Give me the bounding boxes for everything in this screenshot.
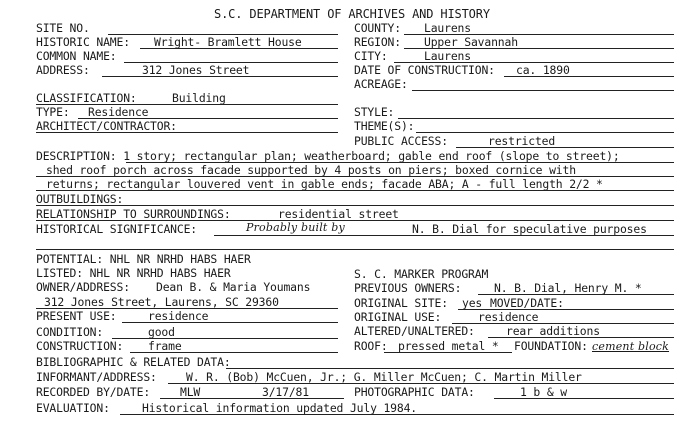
historic-name-label: HISTORIC NAME: (36, 35, 130, 49)
evaluation-line (120, 414, 674, 415)
significance-value: N. B. Dial for speculative purposes (412, 222, 647, 236)
recorded-date-value: 3/17/81 (262, 385, 309, 399)
description-line-1: DESCRIPTION: 1 story; rectangular plan; weatherboard; gable end roof (slope to street); (36, 149, 620, 163)
photo-label: PHOTOGRAPHIC DATA: (354, 385, 475, 399)
style-label: STYLE: (354, 105, 395, 119)
altered-line (488, 337, 674, 338)
biblio-label: BIBLIOGRAPHIC & RELATED DATA: (36, 355, 231, 369)
county-label: COUNTY: (354, 21, 401, 35)
description-line-2: shed roof porch across facade supported by 4 posts on piers; boxed cornice with (46, 163, 576, 177)
original-use-label: ORIGINAL USE: (354, 310, 442, 324)
previous-owners-line (478, 294, 674, 295)
altered-value: rear additions (506, 324, 600, 338)
altered-label: ALTERED/UNALTERED: (354, 324, 475, 338)
address-label: ADDRESS: (36, 63, 90, 77)
condition-value: good (148, 325, 175, 339)
public-access-value: restricted (488, 134, 556, 148)
type-value: Residence (88, 105, 149, 119)
city-value: Laurens (424, 49, 471, 63)
county-value: Laurens (424, 21, 471, 35)
significance-handwritten: Probably built by (246, 221, 345, 234)
evaluation-value: Historical information updated July 1984. (142, 401, 418, 415)
marker-program-label: S. C. MARKER PROGRAM (354, 267, 489, 281)
informant-line (168, 383, 674, 384)
significance-label: HISTORICAL SIGNIFICANCE: (36, 222, 197, 236)
construction-value: frame (148, 339, 182, 353)
evaluation-label: EVALUATION: (36, 401, 110, 415)
relationship-value: residential street (278, 207, 399, 221)
city-label: CITY: (354, 49, 388, 63)
condition-line (112, 338, 338, 339)
informant-value: W. R. (Bob) McCuen, Jr.; G. Miller McCuen; C. Martin Miller (186, 370, 582, 384)
original-site-value: yes (462, 296, 483, 310)
date-value: ca. 1890 (516, 63, 570, 77)
potential-row: POTENTIAL: NHL NR NRHD HABS HAER (36, 252, 251, 266)
relationship-line (36, 220, 674, 221)
outbuildings-line (36, 205, 674, 206)
owner-value: Dean B. & Maria Youmans (156, 280, 311, 294)
region-label: REGION: (354, 35, 401, 49)
informant-label: INFORMANT/ADDRESS: (36, 370, 157, 384)
description-rule-3 (36, 190, 674, 191)
relationship-label: RELATIONSHIP TO SURROUNDINGS: (36, 207, 231, 221)
recorded-label: RECORDED BY/DATE: (36, 385, 151, 399)
biblio-line (226, 368, 674, 369)
type-label: TYPE: (36, 105, 70, 119)
recorded-by-value: MLW (180, 385, 201, 399)
classification-line (36, 104, 338, 105)
photo-value: 1 b & w (520, 385, 567, 399)
owner-address: 312 Jones Street, Laurens, SC 29360 (44, 295, 279, 309)
significance-line (214, 235, 674, 236)
address-line (102, 76, 338, 77)
construction-line (130, 352, 338, 353)
present-use-label: PRESENT USE: (36, 309, 117, 323)
region-value: Upper Savannah (424, 35, 518, 49)
original-use-value: residence (478, 310, 539, 324)
foundation-handwritten: cement block (592, 340, 670, 353)
recorded-line (160, 398, 344, 399)
roof-value: pressed metal * (398, 339, 499, 353)
condition-label: CONDITION: (36, 325, 104, 339)
outbuildings-label: OUTBUILDINGS: (36, 192, 124, 206)
site-no-label: SITE NO. (36, 21, 90, 35)
moved-date-label: MOVED/DATE: (490, 296, 564, 310)
photo-line (494, 398, 674, 399)
acreage-label: ACREAGE: (354, 77, 408, 91)
classification-label: CLASSIFICATION: (36, 91, 137, 105)
significance-line-2 (36, 249, 674, 250)
owner-label: OWNER/ADDRESS: (36, 280, 130, 294)
present-use-value: residence (148, 309, 209, 323)
roof-label: ROOF: (354, 339, 388, 353)
listed-row: LISTED: NHL NR NRHD HABS HAER (36, 266, 231, 280)
style-line (398, 118, 674, 119)
original-site-label: ORIGINAL SITE: (354, 296, 448, 310)
historic-name-value: Wright- Bramlett House (154, 35, 302, 49)
historic-name-line (140, 48, 338, 49)
construction-label: CONSTRUCTION: (36, 339, 124, 353)
date-line (504, 76, 674, 77)
common-name-label: COMMON NAME: (36, 49, 117, 63)
date-label: DATE OF CONSTRUCTION: (354, 63, 495, 77)
previous-owners-label: PREVIOUS OWNERS: (354, 281, 462, 295)
public-access-line (456, 147, 674, 148)
present-use-line (122, 322, 338, 323)
foundation-label: FOUNDATION: (514, 339, 588, 353)
themes-label: THEME(S): (354, 119, 415, 133)
form-header: S.C. DEPARTMENT OF ARCHIVES AND HISTORY (214, 7, 490, 21)
themes-line (416, 132, 674, 133)
architect-line (36, 132, 338, 133)
roof-line (384, 352, 512, 353)
architect-label: ARCHITECT/CONTRACTOR: (36, 119, 177, 133)
public-access-label: PUBLIC ACCESS: (354, 134, 448, 148)
acreage-line (412, 90, 674, 91)
previous-owners-value: N. B. Dial, Henry M. * (494, 281, 642, 295)
description-line-3: returns; rectangular louvered vent in gable ends; facade ABA; A - full length 2/2 * (46, 177, 603, 191)
classification-value: Building (172, 91, 226, 105)
address-value: 312 Jones Street (142, 63, 250, 77)
